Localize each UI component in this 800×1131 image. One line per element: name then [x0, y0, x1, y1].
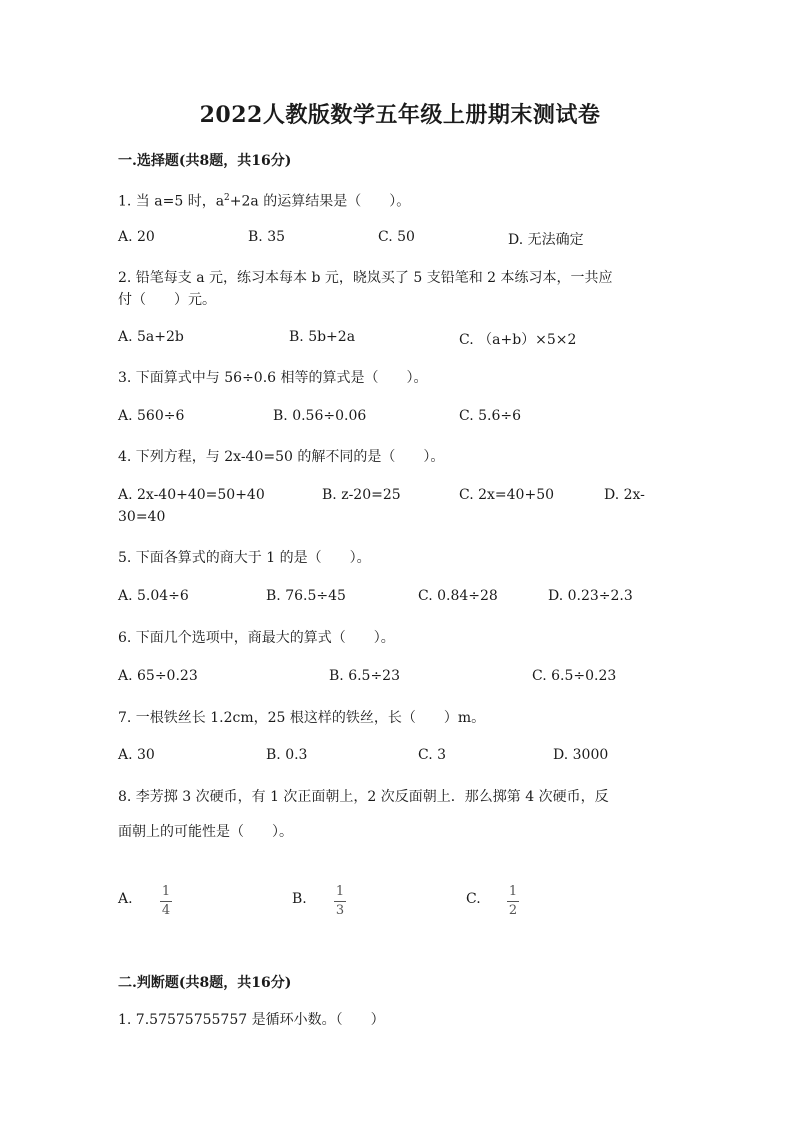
fraction-numerator: 1: [335, 884, 345, 899]
option-2b[interactable]: B. 5b+2a: [289, 329, 356, 345]
option-7d[interactable]: D. 3000: [553, 747, 609, 763]
fraction-denominator: 2: [508, 903, 518, 918]
option-6a[interactable]: A. 65÷0.23: [118, 668, 198, 684]
option-1b[interactable]: B. 35: [248, 229, 286, 245]
option-4d-continued: 30=40: [118, 509, 166, 525]
fraction-numerator: 1: [508, 884, 518, 899]
option-3c[interactable]: C. 5.6÷6: [459, 408, 522, 424]
fraction-numerator: 1: [161, 884, 171, 899]
option-6b[interactable]: B. 6.5÷23: [329, 668, 400, 684]
fraction-bar: [160, 901, 172, 902]
question-2-line-2: 付（ ）元。: [118, 292, 216, 308]
question-1-text-end: +2a 的运算结果是（ ）。: [229, 193, 411, 210]
option-2a[interactable]: A. 5a+2b: [118, 329, 184, 345]
option-5c[interactable]: C. 0.84÷28: [418, 588, 498, 604]
option-2c[interactable]: C. （a+b）×5×2: [459, 332, 577, 348]
option-7c[interactable]: C. 3: [418, 747, 447, 763]
question-1-text: 1. 当 a=5 时，a: [118, 193, 225, 210]
option-8b-label[interactable]: B.: [292, 891, 307, 907]
section-heading-true-false: 二.判断题(共8题，共16分): [118, 975, 292, 991]
option-1a[interactable]: A. 20: [118, 229, 155, 245]
fraction-bar: [507, 901, 519, 902]
option-7a[interactable]: A. 30: [118, 747, 155, 763]
question-8-line-1: 8. 李芳掷 3 次硬币，有 1 次正面朝上，2 次反面朝上．那么掷第 4 次硬币，反: [118, 789, 609, 805]
option-1c[interactable]: C. 50: [378, 229, 415, 245]
question-1-exponent: 2: [224, 193, 230, 203]
question-2-line-1: 2. 铅笔每支 a 元，练习本每本 b 元，晓岚买了 5 支铅笔和 2 本练习本，一共应: [118, 270, 613, 286]
option-5d[interactable]: D. 0.23÷2.3: [548, 588, 633, 604]
option-8c-fraction[interactable]: [507, 885, 519, 918]
option-4c[interactable]: C. 2x=40+50: [459, 487, 555, 503]
question-3: 3. 下面算式中与 56÷0.6 相等的算式是（ ）。: [118, 370, 428, 386]
option-5b[interactable]: B. 76.5÷45: [266, 588, 346, 604]
option-5a[interactable]: A. 5.04÷6: [118, 588, 189, 604]
option-8c-label[interactable]: C.: [466, 891, 481, 907]
question-1: [118, 186, 410, 214]
question-4: 4. 下列方程，与 2x-40=50 的解不同的是（ ）。: [118, 449, 445, 465]
option-1d[interactable]: D. 无法确定: [508, 232, 584, 248]
fraction-bar: [334, 901, 346, 902]
option-8a-label[interactable]: A.: [118, 891, 133, 907]
question-6: 6. 下面几个选项中，商最大的算式（ ）。: [118, 630, 395, 646]
question-8-line-2: 面朝上的可能性是（ ）。: [118, 824, 293, 840]
question-5: 5. 下面各算式的商大于 1 的是（ ）。: [118, 550, 371, 566]
question-7: 7. 一根铁丝长 1.2cm，25 根这样的铁丝，长（ ）m。: [118, 710, 486, 726]
option-3b[interactable]: B. 0.56÷0.06: [273, 408, 367, 424]
section-heading-multiple-choice: 一.选择题(共8题，共16分): [118, 153, 292, 169]
fraction-denominator: 4: [161, 903, 171, 918]
page-title: 2022人教版数学五年级上册期末测试卷: [199, 102, 601, 128]
judgement-question-1: 1. 7.57575755757 是循环小数。（ ）: [118, 1012, 385, 1028]
option-4d[interactable]: D. 2x-: [604, 487, 645, 503]
fraction-denominator: 3: [335, 903, 345, 918]
option-4b[interactable]: B. z-20=25: [322, 487, 401, 503]
option-8a-fraction[interactable]: [160, 885, 172, 918]
option-3a[interactable]: A. 560÷6: [118, 408, 185, 424]
option-6c[interactable]: C. 6.5÷0.23: [532, 668, 617, 684]
option-4a[interactable]: A. 2x-40+40=50+40: [118, 487, 265, 503]
option-8b-fraction[interactable]: [334, 885, 346, 918]
option-7b[interactable]: B. 0.3: [266, 747, 308, 763]
